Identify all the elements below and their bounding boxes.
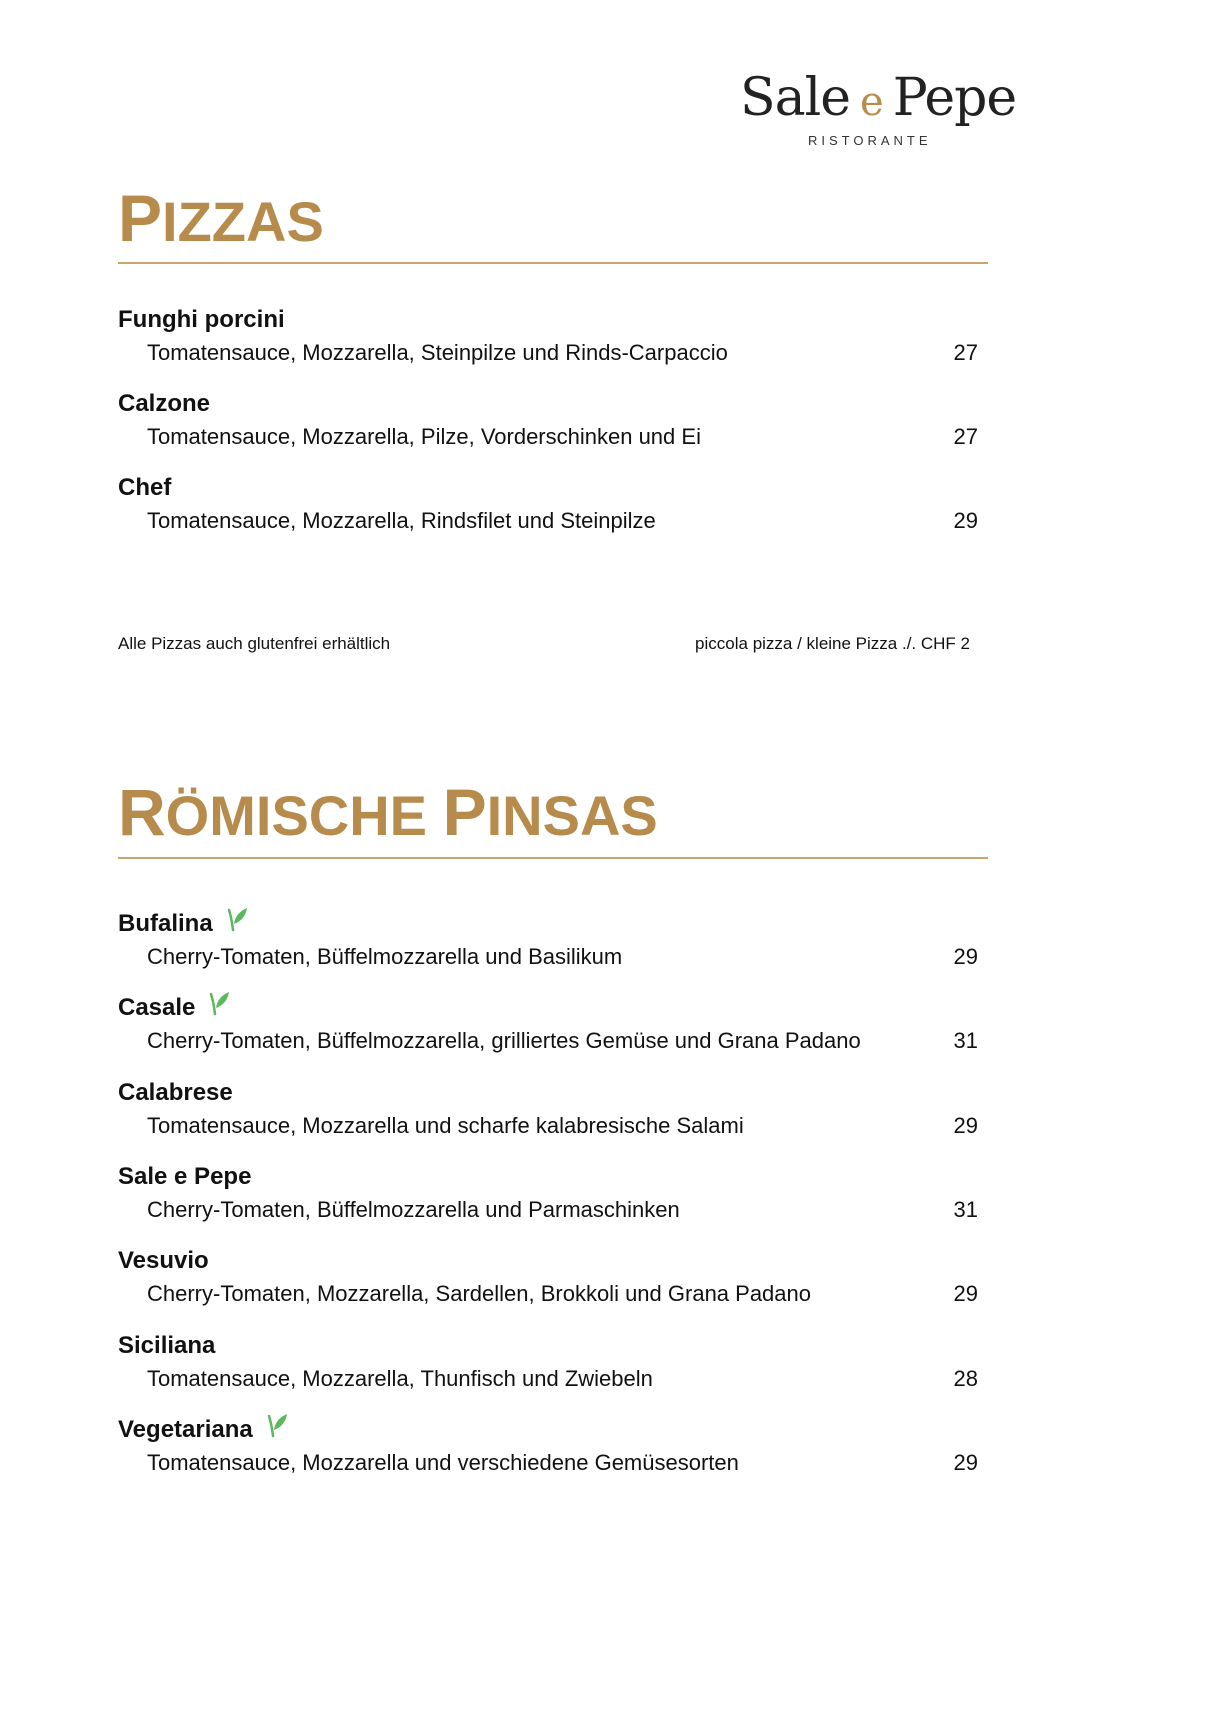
menu-item-name-text: Casale — [118, 994, 196, 1022]
menu-item — [118, 1416, 978, 1496]
logo-word-connector: e — [860, 79, 883, 125]
menu-item-price: 27 — [953, 424, 978, 449]
leaf-icon — [267, 1412, 289, 1445]
leaf-icon — [227, 906, 249, 939]
menu-item — [118, 306, 978, 386]
menu-item-description: Tomatensauce, Mozzarella, Pilze, Vorderschinken und Ei — [147, 424, 701, 449]
small-pizza-note: piccola pizza / kleine Pizza ./. CHF 2 — [695, 634, 970, 653]
pinsas-title-initial-p: P — [442, 775, 487, 849]
menu-item-price: 29 — [953, 1449, 978, 1475]
menu-item-name — [118, 306, 285, 334]
menu-item-price: 31 — [953, 1028, 978, 1054]
menu-item — [118, 1163, 978, 1243]
logo-wordmark — [740, 68, 1016, 128]
menu-item — [118, 1332, 978, 1412]
menu-item-name-text: Calzone — [118, 390, 211, 417]
menu-item — [118, 994, 978, 1074]
menu-item-name-text: Calabrese — [118, 1078, 233, 1106]
menu-item-name — [118, 390, 210, 418]
menu-item-name-text: Sale e Pepe — [118, 1162, 252, 1190]
leaf-icon — [209, 990, 231, 1023]
logo-word-pepe: Pepe — [892, 68, 1017, 128]
menu-item-name — [118, 910, 249, 939]
menu-item-description: Tomatensauce, Mozzarella, Steinpilze und Rinds-Carpaccio — [147, 340, 728, 365]
menu-item — [118, 474, 978, 554]
menu-item-price: 29 — [953, 1281, 978, 1307]
pinsas-title-rest-1: ÖMISCHE — [165, 784, 428, 847]
menu-item-name-text: Siciliana — [118, 1331, 216, 1359]
pizzas-section-title — [118, 180, 324, 256]
menu-item-price: 27 — [953, 340, 978, 365]
menu-item-price: 31 — [953, 1196, 978, 1222]
menu-item-name — [118, 474, 171, 502]
menu-item-name — [118, 994, 231, 1023]
pinsas-section-title — [118, 774, 658, 850]
menu-item-description: Tomatensauce, Mozzarella und verschiedene Gemüsesorten — [147, 1449, 739, 1475]
menu-item-name-text: Bufalina — [118, 910, 213, 937]
menu-item-name-text: Chef — [118, 474, 172, 501]
menu-item — [118, 1079, 978, 1159]
restaurant-logo — [740, 68, 1017, 158]
logo-word-sale: Sale — [740, 68, 851, 128]
pizzas-divider — [118, 262, 988, 264]
menu-item-description: Tomatensauce, Mozzarella, Thunfisch und Zwiebeln — [147, 1365, 653, 1391]
menu-item-description: Cherry-Tomaten, Büffelmozzarella, grilliertes Gemüse und Grana Padano — [147, 1028, 861, 1054]
pinsas-title-initial-r: R — [118, 775, 166, 849]
menu-item-name-text: Vegetariana — [118, 1415, 253, 1443]
menu-item-description: Cherry-Tomaten, Mozzarella, Sardellen, Brokkoli und Grana Padano — [147, 1281, 811, 1307]
menu-item-name — [118, 1416, 289, 1445]
menu-item — [118, 390, 978, 470]
menu-item-description: Cherry-Tomaten, Büffelmozzarella und Parmaschinken — [147, 1196, 680, 1222]
menu-item-name-text: Funghi porcini — [118, 306, 285, 333]
menu-item-name — [118, 1163, 251, 1191]
menu-item-price: 28 — [953, 1365, 978, 1391]
menu-item-name-text: Vesuvio — [118, 1247, 209, 1275]
pizzas-title-initial: P — [118, 181, 163, 255]
glutenfree-note: Alle Pizzas auch glutenfrei erhältlich — [118, 634, 391, 653]
menu-item-price: 29 — [953, 1112, 978, 1138]
menu-item-name — [118, 1332, 215, 1360]
menu-item-description: Cherry-Tomaten, Büffelmozzarella und Basilikum — [147, 944, 623, 969]
menu-item — [118, 1247, 978, 1327]
menu-item-price: 29 — [953, 508, 978, 533]
pinsas-title-rest-2: INSAS — [486, 784, 658, 847]
menu-item-name — [118, 1079, 233, 1107]
logo-subtitle: RISTORANTE — [808, 133, 932, 148]
menu-item — [118, 910, 978, 990]
menu-item-name — [118, 1247, 209, 1275]
menu-item-price: 29 — [953, 944, 978, 969]
menu-item-description: Tomatensauce, Mozzarella und scharfe kalabresische Salami — [147, 1112, 744, 1138]
menu-item-description: Tomatensauce, Mozzarella, Rindsfilet und Steinpilze — [147, 508, 656, 533]
pinsas-divider — [118, 857, 988, 859]
pizzas-title-rest: IZZAS — [162, 190, 324, 253]
